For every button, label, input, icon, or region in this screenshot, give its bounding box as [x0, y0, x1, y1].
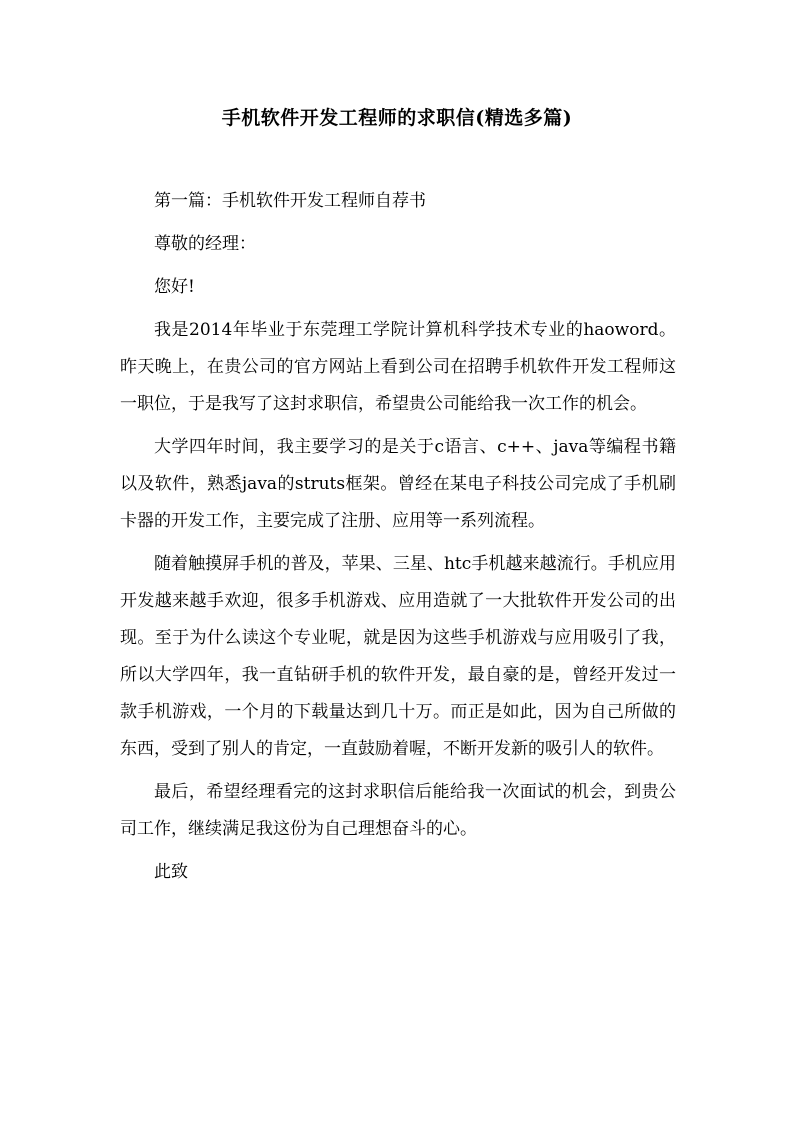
closing: 此致 [154, 862, 188, 882]
body-paragraph: 我是2014年毕业于东莞理工学院计算机科学技术专业的haoword。昨天晚上，在贵公司的官方网站上看到公司在招聘手机软件开发工程师这一职位，于是我写了这封求职信，希望贵公司能给我一次工作的机会。 [120, 320, 676, 414]
letter-body [120, 183, 676, 891]
body-paragraph: 大学四年时间，我主要学习的是关于c语言、c++、java等编程书籍以及软件，熟悉java的struts框架。曾经在某电子科技公司完成了手机刷卡器的开发工作，主要完成了注册、应用等一系列流程。 [120, 437, 676, 531]
greeting: 您好! [154, 277, 195, 297]
section-heading: 第一篇：手机软件开发工程师自荐书 [154, 191, 426, 211]
page-title: 手机软件开发工程师的求职信(精选多篇) [221, 107, 573, 129]
salutation: 尊敬的经理： [154, 234, 256, 254]
body-paragraph: 最后，希望经理看完的这封求职信后能给我一次面试的机会，到贵公司工作，继续满足我这份为自己理想奋斗的心。 [120, 782, 676, 839]
body-paragraph: 随着触摸屏手机的普及，苹果、三星、htc手机越来越流行。手机应用开发越来越手欢迎，很多手机游戏、应用造就了一大批软件开发公司的出现。至于为什么读这个专业呢，就是因为这些手机游戏与应用吸引了我，所以大学四年，我一直钻研手机的软件开发，最自豪的是，曾经开发过一款手机游戏，一个月的下载量达到几十万。而正是如此，因为自己所做的东西，受到了别人的肯定，一直鼓励着喔，不断开发新的吸引人的软件。 [120, 554, 676, 759]
